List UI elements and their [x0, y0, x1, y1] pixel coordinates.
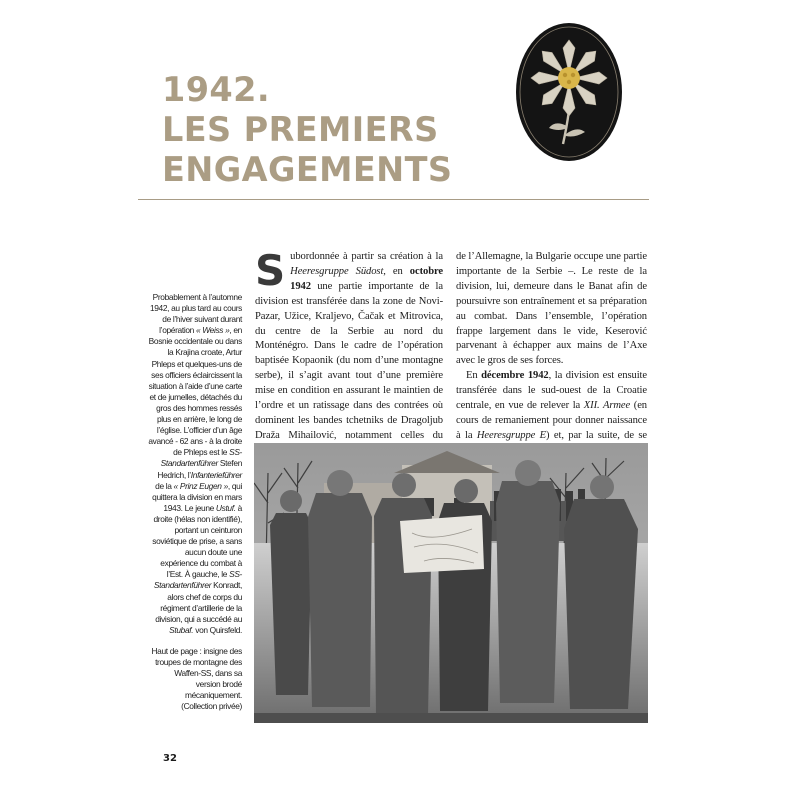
italic-text: Stubaf.	[169, 624, 194, 635]
caption-insignia-credit: Haut de page : insigne des troupes de montagne des Waffen-SS, dans sa version brodé mécaniquement. (Collection privée)	[151, 645, 242, 712]
text-run: ubordonnée à partir sa création à la	[290, 251, 443, 262]
body-paragraph	[456, 250, 647, 369]
caption-main	[148, 292, 242, 636]
italic-text: SS-Standartenführer	[160, 447, 242, 469]
drop-cap: S	[255, 246, 286, 295]
text-run: von Quirsfeld.	[193, 624, 242, 635]
text-run: , en Bosnie occidentale ou dans la Krajina croate, Artur Phleps et quelques-uns de ses officiers éclaircissent la situation à l’aide d’une carte et de jumelles, détachés du gros des hommes ressés plus en arrière, le long de l’église. L’officier d’un âge avancé - 62 ans - à la droite de Phleps est le	[148, 325, 242, 458]
photo-caption	[148, 292, 242, 722]
italic-text: XII. Armee	[583, 400, 631, 412]
italic-text: « Weiss »	[195, 325, 230, 336]
italic-text: Heeresgruppe Südost	[290, 265, 384, 277]
text-run: Stefen Hedrich, l’	[157, 458, 242, 480]
chapter-year: 1942.	[162, 70, 270, 109]
chapter-title-line-1: LES PREMIERS	[162, 110, 439, 149]
text-run: ) et, par la suite, de se	[546, 429, 647, 441]
text-run: En	[466, 370, 482, 382]
chapter-title	[162, 70, 492, 190]
italic-text: Infanterieführer	[190, 469, 242, 480]
text-run: , en	[383, 265, 410, 277]
text-run: de l’Allemagne, la Bulgarie occupe une partie importante de la Serbie –. Le reste de la division, lui, demeure dans le Banat afin de poursuivre son entraînement et sa préparation au combat. Dans l’ensemble, l’opération frappe largement dans le vide, Keserović parvenant à échapper aux mains de l’Axe avec le gros de ses forces.	[456, 251, 647, 367]
chapter-title-line-2: ENGAGEMENTS	[162, 150, 453, 189]
bold-text: décembre 1942	[481, 370, 549, 382]
text-run: Konradt, alors chef de corps du régiment d’artillerie de la division, qui a succédé au	[155, 580, 242, 624]
text-run: une partie importante de la division est transférée dans la zone de Novi-Pazar, Užice, Kraljevo, Čačak et Mitrovica, du centre de la Serbie au nord du Monténégro. Dans le cadre de l’opération baptisée Kopaonik (du nom d’une montagne serbe), il s’agit avant tout d’une première mise en condition en assurant le maintien de l’ordre et un ratissage dans des contrées où dominent les bandes tchetniks de Dragoljub Draža Mihailović, notamment celles du	[255, 280, 443, 441]
page-number: 32	[163, 753, 177, 764]
italic-text: Ustuf.	[215, 502, 236, 513]
text-run: Probablement à l’automne 1942, au plus tard au cours de l’hiver suivant durant l’opération	[149, 292, 242, 336]
italic-text: SS-Standartenführer	[153, 569, 242, 591]
officers-with-map-photo	[254, 443, 648, 723]
edelweiss-insignia-icon	[515, 22, 623, 162]
bold-text: octobre 1942	[290, 265, 443, 292]
text-run: à droite (hélas non identifié), portant un ceinturon soviétique de prise, a sans aucun doute une expérience du combat à l’Est. À gauche, le	[152, 502, 242, 580]
text-run: , qui quittera la division en mars 1943. Le jeune	[152, 480, 242, 513]
italic-text: Heeresgruppe E	[476, 429, 547, 441]
text-run: , la division est ensuite transférée dans le sud-ouest de la Croatie centrale, en vue de relever la	[456, 370, 647, 412]
title-divider	[138, 199, 649, 200]
text-run: de la	[155, 480, 174, 491]
italic-text: « Prinz Eugen »	[173, 480, 228, 491]
text-run: (en cours de remaniement pour donner naissance à la	[456, 400, 647, 441]
